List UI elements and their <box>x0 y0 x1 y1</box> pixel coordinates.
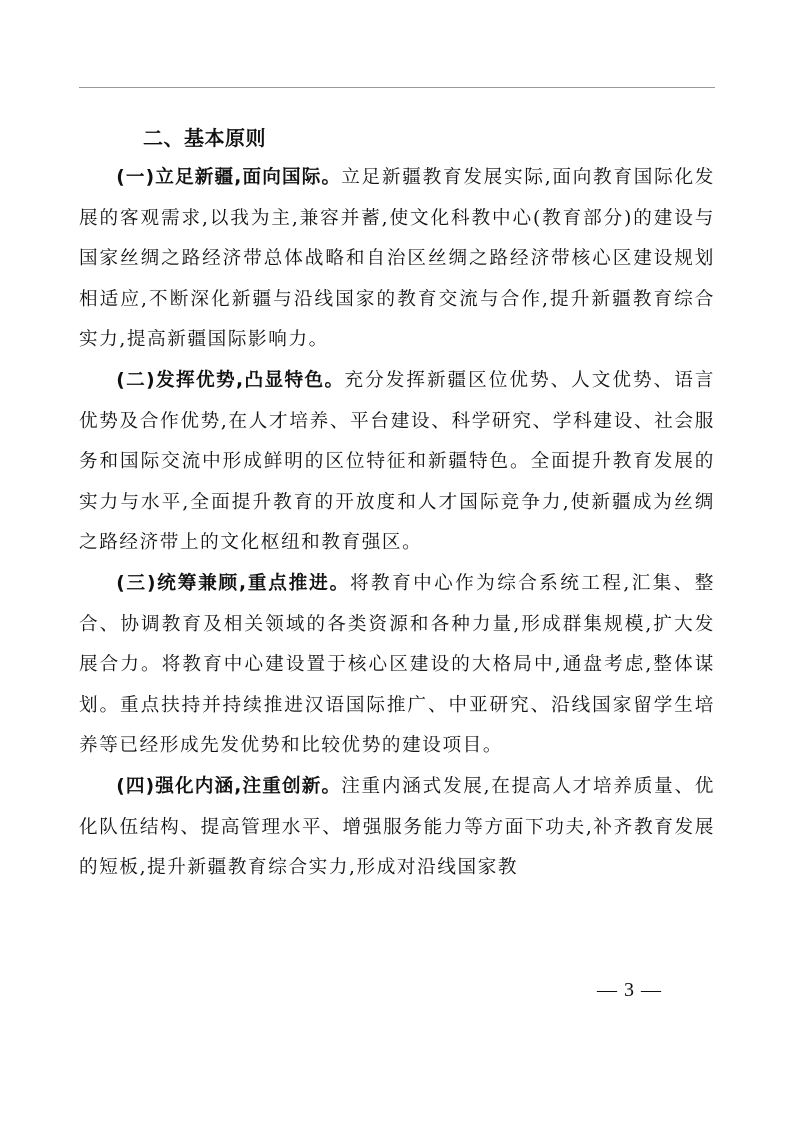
section-heading: 二、基本原则 <box>143 126 266 150</box>
header-rule <box>79 87 715 88</box>
principle-paragraph-3 <box>79 564 715 767</box>
principle-body-3: 将教育中心作为综合系统工程,汇集、整合、协调教育及相关领域的各类资源和各种力量,形成群集规模,扩大发展合力。将教育中心建设置于核心区建设的大格局中,通盘考虑,整体谋划。重点扶持并持续推进汉语国际推广、中亚研究、沿线国家留学生培养等已经形成先发优势和比较优势的建设项目。 <box>79 572 716 757</box>
principle-paragraph-2 <box>79 361 715 564</box>
principle-lead-1: (一)立足新疆,面向国际。 <box>116 167 342 188</box>
principle-lead-2: (二)发挥优势,凸显特色。 <box>116 369 345 391</box>
principle-lead-3: (三)统筹兼顾,重点推进。 <box>116 572 351 594</box>
principle-body-2: 充分发挥新疆区位优势、人文优势、语言优势及合作优势,在人才培养、平台建设、科学研究、学科建设、社会服务和国际交流中形成鲜明的区位特征和新疆特色。全面提升教育发展的实力与水平,全面提升教育的开放度和人才国际竞争力,使新疆成为丝绸之路经济带上的文化枢纽和教育强区。 <box>79 369 715 554</box>
principle-paragraph-4 <box>79 767 715 889</box>
principle-paragraph-1 <box>79 158 715 361</box>
principle-body-4: 注重内涵式发展,在提高人才培养质量、优化队伍结构、提高管理水平、增强服务能力等方面下功夫,补齐教育发展的短板,提升新疆教育综合实力,形成对沿线国家教 <box>79 775 715 879</box>
page-number: — 3 — <box>597 979 662 1001</box>
document-body <box>79 118 715 889</box>
principle-body-1: 立足新疆教育发展实际,面向教育国际化发展的客观需求,以我为主,兼容并蓄,使文化科教中心(教育部分)的建设与国家丝绸之路经济带总体战略和自治区丝绸之路经济带核心区建设规划相适应,不断深化新疆与沿线国家的教育交流与合作,提升新疆教育综合实力,提高新疆国际影响力。 <box>79 167 715 351</box>
principle-lead-4: (四)强化内涵,注重创新。 <box>116 775 342 797</box>
